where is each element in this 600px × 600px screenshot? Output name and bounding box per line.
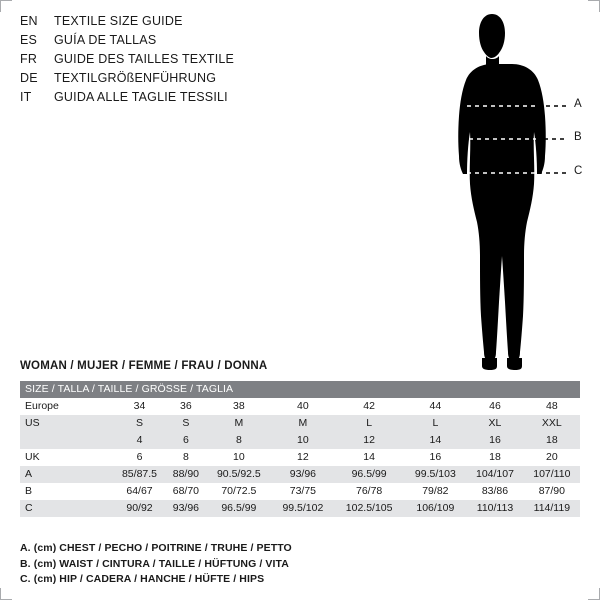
cell: 99.5/102 bbox=[282, 502, 324, 514]
row-label: US bbox=[25, 417, 40, 429]
language-code: FR bbox=[20, 52, 38, 66]
cell: 38 bbox=[233, 400, 245, 412]
row-label: A bbox=[25, 468, 33, 480]
note-waist: B. (cm) WAIST / CINTURA / TAILLE / HÜFTUNG / VITA bbox=[20, 557, 289, 570]
table-row bbox=[20, 500, 580, 517]
language-code: EN bbox=[20, 14, 38, 28]
cell: 44 bbox=[429, 400, 442, 412]
cell: 102.5/105 bbox=[345, 502, 393, 514]
woman-section-heading: WOMAN / MUJER / FEMME / FRAU / DONNA bbox=[20, 360, 268, 372]
row-label: UK bbox=[25, 451, 40, 463]
female-silhouette-figure bbox=[420, 8, 590, 373]
cell: 96.5/99 bbox=[221, 502, 257, 514]
language-title: GUIDA ALLE TAGLIE TESSILI bbox=[54, 90, 228, 104]
table-row bbox=[20, 398, 580, 415]
row-label bbox=[20, 432, 113, 449]
cell: 110/113 bbox=[476, 502, 514, 514]
cell: 10 bbox=[297, 434, 309, 446]
cell: S bbox=[182, 417, 190, 429]
cell: XXL bbox=[541, 417, 562, 429]
cell: 18 bbox=[489, 451, 501, 463]
table-row bbox=[20, 432, 580, 449]
language-code: IT bbox=[20, 90, 32, 104]
cell: 90.5/92.5 bbox=[216, 468, 261, 480]
cell: 114/119 bbox=[533, 502, 571, 514]
language-row bbox=[20, 52, 420, 71]
cell: 34 bbox=[133, 400, 146, 412]
corner-mark-bottom-left bbox=[0, 588, 12, 600]
silhouette-svg bbox=[420, 8, 590, 373]
cell: 76/78 bbox=[355, 485, 383, 497]
cell: 83/86 bbox=[481, 485, 509, 497]
cell: 68/70 bbox=[172, 485, 200, 497]
language-title: TEXTILGRÖßENFÜHRUNG bbox=[54, 71, 217, 85]
cell: 96.5/99 bbox=[351, 468, 387, 480]
language-code: DE bbox=[20, 71, 38, 85]
table-header-row bbox=[20, 381, 580, 398]
measure-label-b: B bbox=[574, 131, 582, 143]
measure-label-c: C bbox=[574, 165, 583, 177]
language-title: GUÍA DE TALLAS bbox=[54, 33, 157, 47]
language-title: GUIDE DES TAILLES TEXTILE bbox=[54, 52, 235, 66]
language-code: ES bbox=[20, 33, 38, 47]
cell: 48 bbox=[546, 400, 558, 412]
silhouette-body bbox=[458, 14, 546, 370]
cell: 20 bbox=[546, 451, 558, 463]
cell: 8 bbox=[235, 434, 242, 446]
cell: XL bbox=[488, 417, 502, 429]
cell: 16 bbox=[429, 451, 442, 463]
table-row bbox=[20, 449, 580, 466]
cell: 36 bbox=[180, 400, 192, 412]
cell: 93/96 bbox=[289, 468, 317, 480]
table-row bbox=[20, 415, 580, 432]
cell: M bbox=[234, 417, 244, 429]
cell: 88/90 bbox=[172, 468, 200, 480]
cell: 18 bbox=[546, 434, 558, 446]
table-row bbox=[20, 483, 580, 500]
size-table bbox=[20, 381, 580, 517]
note-chest: A. (cm) CHEST / PECHO / POITRINE / TRUHE / PETTO bbox=[20, 542, 292, 554]
row-label: B bbox=[25, 485, 33, 497]
row-label: C bbox=[25, 502, 33, 514]
cell: 106/109 bbox=[416, 502, 455, 514]
language-row bbox=[20, 90, 420, 109]
cell: 104/107 bbox=[475, 468, 514, 480]
cell: 42 bbox=[363, 400, 375, 412]
cell: S bbox=[135, 417, 143, 429]
language-title-block bbox=[20, 14, 420, 109]
language-row bbox=[20, 14, 420, 33]
cell: 14 bbox=[429, 434, 442, 446]
cell: 46 bbox=[489, 400, 501, 412]
cell: 90/92 bbox=[126, 502, 153, 514]
row-label: Europe bbox=[25, 400, 59, 412]
language-row bbox=[20, 71, 420, 90]
cell: M bbox=[298, 417, 308, 429]
corner-mark-top-left bbox=[0, 0, 12, 12]
cell: 93/96 bbox=[172, 502, 200, 514]
cell: 14 bbox=[363, 451, 375, 463]
language-title: TEXTILE SIZE GUIDE bbox=[54, 14, 183, 28]
cell: 87/90 bbox=[538, 485, 565, 497]
note-hip: C. (cm) HIP / CADERA / HANCHE / HÜFTE / HIPS bbox=[20, 573, 265, 585]
cell: 4 bbox=[136, 434, 143, 446]
cell: 8 bbox=[182, 451, 189, 463]
cell: L bbox=[432, 417, 439, 429]
language-row bbox=[20, 33, 420, 52]
corner-mark-bottom-right bbox=[588, 588, 600, 600]
cell: 73/75 bbox=[289, 485, 317, 497]
cell: 99.5/103 bbox=[414, 468, 456, 480]
cell: L bbox=[366, 417, 373, 429]
cell: 85/87.5 bbox=[121, 468, 158, 480]
cell: 12 bbox=[297, 451, 309, 463]
measurement-notes bbox=[20, 541, 580, 588]
cell: 16 bbox=[489, 434, 501, 446]
measure-label-a: A bbox=[574, 98, 582, 110]
table-header-label: SIZE / TALLA / TAILLE / GRÖSSE / TAGLIA bbox=[25, 383, 234, 395]
cell: 10 bbox=[233, 451, 245, 463]
cell: 6 bbox=[136, 451, 143, 463]
cell: 70/72.5 bbox=[221, 485, 257, 497]
table-row bbox=[20, 466, 580, 483]
cell: 79/82 bbox=[422, 485, 449, 497]
cell: 40 bbox=[297, 400, 309, 412]
cell: 107/110 bbox=[533, 468, 571, 480]
cell: 64/67 bbox=[126, 485, 153, 497]
cell: 6 bbox=[182, 434, 189, 446]
cell: 12 bbox=[363, 434, 375, 446]
